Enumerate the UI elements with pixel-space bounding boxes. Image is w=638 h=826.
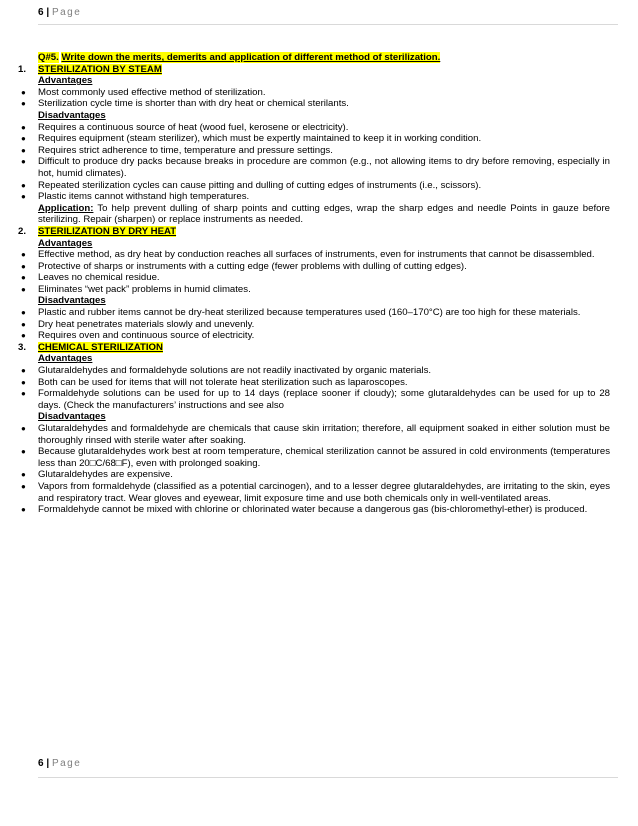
disadvantages-label: Disadvantages	[38, 295, 106, 307]
list-item	[18, 365, 610, 377]
list-item-text: Repeated sterilization cycles can cause pitting and dulling of cutting edges of instruments (i.e., scissors).	[38, 179, 482, 191]
page-number: 6	[38, 7, 44, 18]
list-item-text: Because glutaraldehydes work best at room temperature, chemical sterilization cannot be assured in cold environments (temperatures less than 20□C/68□F), even with prolonged soaking.	[38, 446, 610, 469]
section-heading	[18, 342, 610, 354]
list-item	[18, 284, 610, 296]
bullet-icon: ●	[21, 481, 26, 491]
bullet-icon: ●	[21, 284, 26, 294]
bullet-icon: ●	[21, 331, 26, 341]
list-item-text: Formaldehyde cannot be mixed with chlorine or chlorinated water because a dangerous gas (bis-chloromethyl-ether) is produced.	[38, 504, 588, 516]
section-number: 1.	[18, 63, 27, 75]
footer-rule	[38, 777, 618, 778]
application-paragraph	[18, 203, 610, 226]
bullet-icon: ●	[21, 250, 26, 260]
bullet-icon: ●	[21, 366, 26, 376]
list-item	[18, 249, 610, 261]
page-word: Page	[51, 7, 82, 18]
section-title: STERILIZATION BY DRY HEAT	[38, 225, 177, 237]
list-item-text: Effective method, as dry heat by conduction reaches all surfaces of instruments, even for instruments that cannot be disassembled.	[38, 249, 595, 261]
section-heading	[18, 226, 610, 238]
advantages-label: Advantages	[38, 237, 93, 249]
list-item	[18, 388, 610, 411]
page-separator: |	[46, 758, 50, 769]
bullet-icon: ●	[21, 447, 26, 457]
list-item	[18, 446, 610, 469]
application-label: Application:	[38, 202, 94, 214]
list-item	[18, 469, 610, 481]
list-item-text: Glutaraldehydes and formaldehyde are chemicals that cause skin irritation; therefore, all equipment soaked in either solution must be thoroughly rinsed with sterile water after soaking.	[38, 423, 610, 446]
list-item-text: Vapors from formaldehyde (classified as a potential carcinogen), and to a lesser degree glutaraldehydes, are irritating to the skin, eyes and respiratory tract. Wear gloves and eyewear, limit exposure time and use both chemicals only in well-ventilated areas.	[38, 480, 610, 504]
list-item-text: Plastic items cannot withstand high temperatures.	[38, 191, 250, 203]
list-item-text: Leaves no chemical residue.	[38, 272, 160, 284]
list-item-text: Requires oven and continuous source of electricity.	[38, 330, 255, 342]
section-title: STERILIZATION BY STEAM	[38, 63, 162, 75]
header-rule	[38, 24, 618, 25]
list-item	[18, 261, 610, 273]
list-item-text: Dry heat penetrates materials slowly and unevenly.	[38, 318, 255, 330]
list-item-text: Requires a continuous source of heat (wood fuel, kerosene or electricity).	[38, 121, 349, 133]
list-item	[18, 122, 610, 134]
bullet-icon: ●	[21, 319, 26, 329]
section-title: CHEMICAL STERILIZATION	[38, 341, 163, 353]
bullet-icon: ●	[21, 389, 26, 399]
list-item	[18, 180, 610, 192]
list-item-text: Both can be used for items that will not tolerate heat sterilization such as laparoscopes.	[38, 376, 408, 388]
disadvantages-label: Disadvantages	[38, 411, 106, 423]
question-line	[18, 52, 610, 64]
list-item-text: Sterilization cycle time is shorter than with dry heat or chemical sterilants.	[38, 98, 349, 110]
list-item-text: Glutaraldehydes and formaldehyde solutions are not readily inactivated by organic materials.	[38, 365, 432, 377]
bullet-icon: ●	[21, 273, 26, 283]
section-number: 3.	[18, 341, 27, 353]
list-item	[18, 504, 610, 516]
list-item	[18, 87, 610, 99]
bullet-icon: ●	[21, 99, 26, 109]
list-item-text: Glutaraldehydes are expensive.	[38, 469, 173, 481]
bullet-icon: ●	[21, 470, 26, 480]
list-item	[18, 272, 610, 284]
section-heading	[18, 64, 610, 76]
page-footer	[38, 758, 81, 769]
section-number: 2.	[18, 225, 27, 237]
page-number: 6	[38, 758, 44, 769]
list-item	[18, 319, 610, 331]
list-item-text: Difficult to produce dry packs because breaks in procedure are common (e.g., not allowing items to dry before removing, especially in hot, humid climates).	[38, 156, 610, 179]
question-text: Write down the merits, demerits and application of different method of sterilization.	[61, 52, 441, 63]
bullet-icon: ●	[21, 87, 26, 97]
list-item-text: Requires equipment (steam sterilizer), which must be expertly maintained to keep it in working condition.	[38, 133, 482, 145]
bullet-icon: ●	[21, 145, 26, 155]
bullet-icon: ●	[21, 192, 26, 202]
advantages-label: Advantages	[38, 353, 93, 365]
bullet-icon: ●	[21, 308, 26, 318]
page-word: Page	[51, 758, 82, 769]
list-item	[18, 423, 610, 446]
list-item	[18, 98, 610, 110]
bullet-icon: ●	[21, 505, 26, 515]
bullet-icon: ●	[21, 122, 26, 132]
bullet-icon: ●	[21, 157, 26, 167]
bullet-icon: ●	[21, 261, 26, 271]
application-text: To help prevent dulling of sharp points and cutting edges, wrap the sharp edges and needle Points in gauze before sterilizing. Repair (sharpen) or replace instruments as needed.	[38, 202, 610, 226]
list-item-text: Plastic and rubber items cannot be dry-heat sterilized because temperatures used (160–170°C) are too high for these materials.	[38, 307, 581, 319]
question-label: Q#5.	[38, 52, 59, 63]
bullet-icon: ●	[21, 424, 26, 433]
list-item	[18, 307, 610, 319]
list-item	[18, 145, 610, 157]
list-item-text: Eliminates “wet pack” problems in humid climates.	[38, 283, 251, 295]
list-item	[18, 156, 610, 179]
list-item-text: Formaldehyde solutions can be used for up to 14 days (replace sooner if cloudy); some glutaraldehydes can be used for up to 28 days. (Check the manufacturers’ instructions and see also	[38, 388, 610, 411]
page-header	[38, 7, 81, 18]
bullet-icon: ●	[21, 180, 26, 190]
disadvantages-label: Disadvantages	[38, 109, 106, 121]
advantages-label: Advantages	[38, 75, 93, 87]
list-item	[18, 133, 610, 145]
list-item	[18, 377, 610, 389]
list-item	[18, 481, 610, 504]
page-separator: |	[46, 7, 50, 18]
list-item-text: Most commonly used effective method of sterilization.	[38, 86, 266, 98]
bullet-icon: ●	[21, 134, 26, 144]
list-item-text: Requires strict adherence to time, temperature and pressure settings.	[38, 144, 333, 156]
sections	[18, 64, 610, 516]
document-body	[18, 52, 610, 516]
list-item	[18, 191, 610, 203]
list-item-text: Protective of sharps or instruments with a cutting edge (fewer problems with dulling of cutting edges).	[38, 260, 467, 272]
bullet-icon: ●	[21, 377, 26, 387]
list-item	[18, 330, 610, 342]
